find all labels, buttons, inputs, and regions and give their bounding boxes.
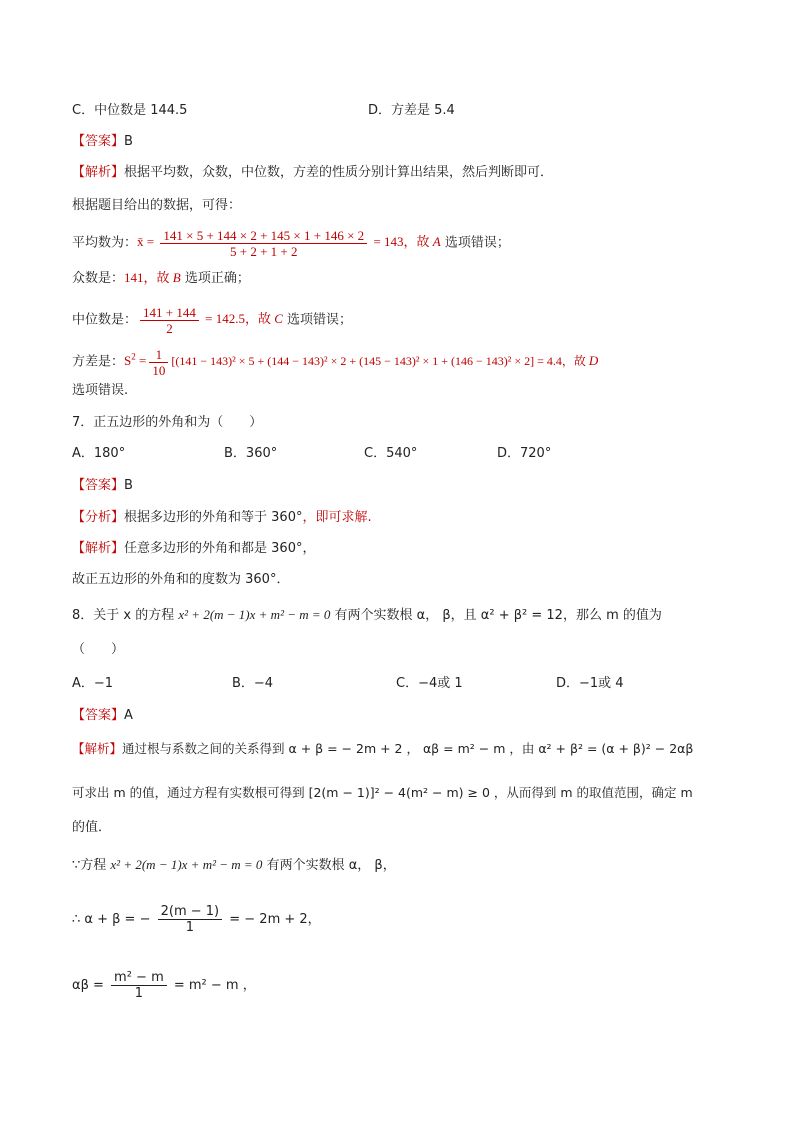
q8-analysis xyxy=(72,739,693,759)
q6-option-c: C．中位数是 144.5 xyxy=(72,103,188,118)
mean-lhs: x̄ = xyxy=(137,234,158,250)
q8-analysis-line-2: 可求出 m 的值，通过方程有实数根可得到 [2(m − 1)]² − 4(m² − m) ≥ 0 ，从而得到 m 的取值范围，确定 m xyxy=(72,785,693,800)
product-fraction xyxy=(111,970,167,1001)
mean-option-letter: A xyxy=(432,234,441,250)
since-equation: x² + 2(m − 1)x + m² − m = 0 xyxy=(110,857,263,872)
variance-fraction xyxy=(149,347,168,378)
q7-answer xyxy=(72,476,133,496)
q6-mean-line xyxy=(72,228,510,259)
variance-lhs: S xyxy=(124,353,132,369)
q8-option-d: D．−1或 4 xyxy=(556,676,624,691)
q6-mode-line xyxy=(72,268,250,289)
product-lhs: αβ = xyxy=(72,978,109,993)
q8-stem-start: 8．关于 x 的方程 xyxy=(72,608,179,623)
variance-denominator: 10 xyxy=(152,363,166,378)
variance-option-letter: D xyxy=(588,353,599,369)
q7-fenxi xyxy=(72,508,372,528)
fenxi-tag: 【分析】 xyxy=(72,510,125,525)
q7-option-b: B．360° xyxy=(224,446,278,461)
median-tail: 选项错误； xyxy=(282,312,353,328)
variance-label: 方差是： xyxy=(72,354,125,370)
sum-fraction xyxy=(158,904,223,935)
q7-option-d: D．720° xyxy=(497,446,552,461)
q6-variance-line xyxy=(72,347,598,378)
q8-option-b: B．−4 xyxy=(232,676,274,691)
analysis-text: 根据平均数，众数，中位数，方差的性质分别计算出结果，然后判断即可． xyxy=(124,165,554,180)
median-option-letter: C xyxy=(274,311,283,327)
analysis-text: 任意多边形的外角和都是 360°， xyxy=(124,541,316,556)
sum-numerator: 2(m − 1) xyxy=(158,904,223,920)
mode-label: 众数是： xyxy=(72,271,125,286)
median-result: = 142.5，故 xyxy=(201,311,275,327)
q6-analysis xyxy=(72,163,553,183)
mean-formula xyxy=(137,228,441,259)
product-denominator: 1 xyxy=(134,986,144,1001)
analysis-tag: 【解析】 xyxy=(72,741,123,756)
q6-median-line xyxy=(72,305,352,336)
variance-numerator: 1 xyxy=(149,347,168,363)
mean-label: 平均数为： xyxy=(72,235,138,251)
q6-given-line: 根据题目给出的数据，可得： xyxy=(72,198,242,213)
product-numerator: m² − m xyxy=(111,970,167,986)
mode-option-letter: B xyxy=(172,270,181,285)
mean-numerator: 141 × 5 + 144 × 2 + 145 × 1 + 146 × 2 xyxy=(160,228,367,244)
analysis-text-1: 通过根与系数之间的关系得到 α + β = − 2m + 2 ， αβ = m² − m ，由 α² + β² = (α + β)² − 2αβ xyxy=(122,741,694,756)
analysis-tag: 【解析】 xyxy=(72,165,125,180)
q6-variance-tail: 选项错误. xyxy=(72,383,129,398)
q8-stem xyxy=(72,605,662,626)
q8-since-line xyxy=(72,855,396,876)
answer-tag: 【答案】 xyxy=(72,708,125,723)
q8-analysis-line-3: 的值． xyxy=(72,820,112,835)
median-fraction xyxy=(140,305,199,336)
q7-conclusion: 故正五边形的外角和的度数为 360°． xyxy=(72,572,290,587)
sum-result: = − 2m + 2， xyxy=(225,912,321,927)
answer-tag: 【答案】 xyxy=(72,134,125,149)
q8-option-c: C．−4或 1 xyxy=(396,676,463,691)
product-result: = m² − m ， xyxy=(169,978,256,993)
median-formula xyxy=(137,305,283,336)
q8-product-line xyxy=(72,970,256,1001)
mean-result: = 143，故 xyxy=(370,234,433,250)
q8-equation: x² + 2(m − 1)x + m² − m = 0 xyxy=(178,607,331,622)
since-start: ∵方程 xyxy=(72,858,111,873)
q8-answer xyxy=(72,706,133,726)
q6-answer xyxy=(72,132,133,152)
fenxi-text: 根据多边形的外角和等于 360° xyxy=(124,510,303,525)
q8-paren: （ ） xyxy=(72,642,125,657)
variance-formula: $S^2$ = $\frac{1}{10}$ [(141 − 143)² × 5 + (144 − 143)² × 2 + (145 − 143)² × 1 + (146 − 143)² × 2] = 4.4，故 D xyxy=(124,347,599,378)
q7-option-c: C．540° xyxy=(364,446,418,461)
variance-expression: [(141 − 143)² × 5 + (144 − 143)² × 2 + (145 − 143)² × 1 + (146 − 143)² × 2] = 4.4，故 xyxy=(171,354,589,369)
q7-option-a: A．180° xyxy=(72,446,126,461)
answer-tag: 【答案】 xyxy=(72,478,125,493)
q7-analysis xyxy=(72,539,315,559)
mode-value: 141，故 xyxy=(124,270,173,285)
analysis-tag: 【解析】 xyxy=(72,541,125,556)
mean-denominator: 5 + 2 + 1 + 2 xyxy=(230,244,298,259)
mean-fraction xyxy=(160,228,367,259)
mode-tail: 选项正确； xyxy=(180,271,250,286)
q8-option-a: A．−1 xyxy=(72,676,114,691)
q8-sum-line xyxy=(72,904,321,935)
sum-denominator: 1 xyxy=(185,920,194,935)
fenxi-text-red: ，即可求解. xyxy=(302,510,372,525)
since-end: 有两个实数根 α， β， xyxy=(262,858,396,873)
median-denominator: 2 xyxy=(166,321,173,336)
mean-tail: 选项错误； xyxy=(440,235,510,251)
answer-value: B xyxy=(124,478,133,493)
answer-value: B xyxy=(124,134,133,149)
median-numerator: 141 + 144 xyxy=(140,305,199,321)
answer-value: A xyxy=(124,708,133,723)
q6-option-d: D．方差是 5.4 xyxy=(368,103,455,118)
q8-stem-end: 有两个实数根 α， β，且 α² + β² = 12，那么 m 的值为 xyxy=(330,608,662,623)
q7-stem: 7．正五边形的外角和为（ ） xyxy=(72,415,263,430)
median-label: 中位数是： xyxy=(72,312,138,328)
sum-lhs: ∴ α + β = − xyxy=(72,912,155,927)
